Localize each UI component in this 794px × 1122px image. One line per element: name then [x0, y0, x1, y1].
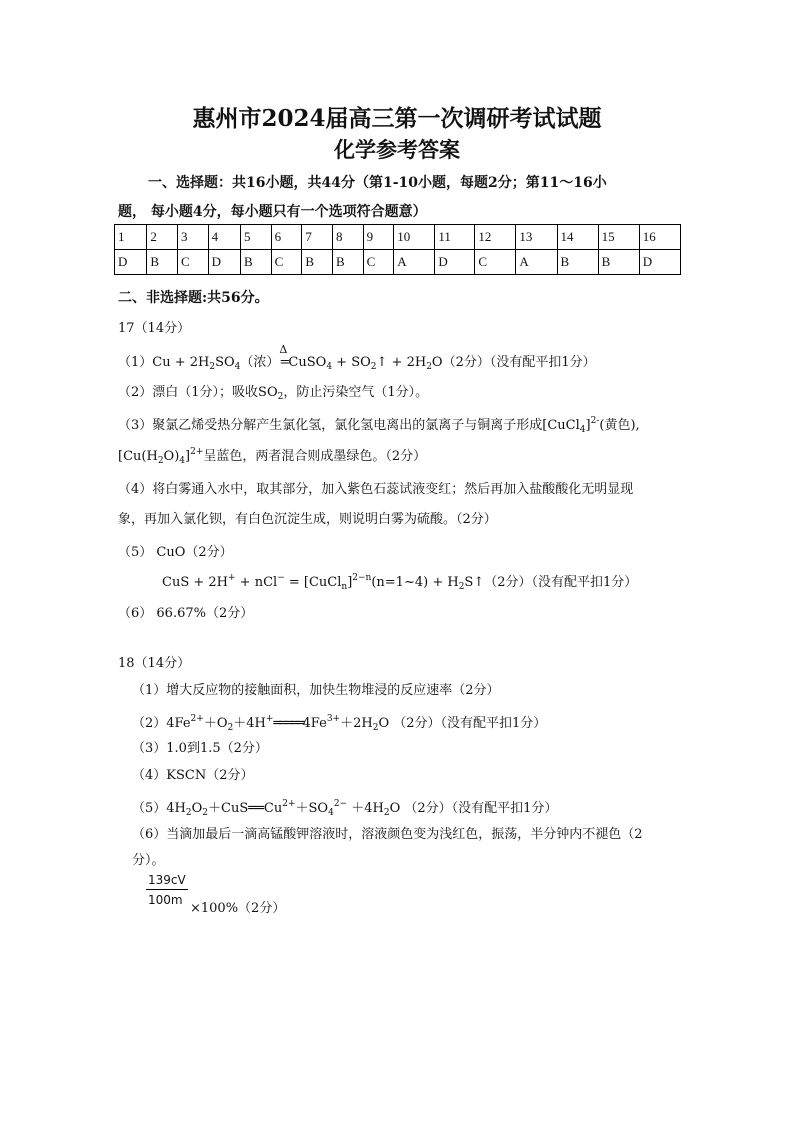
- q17-part2: [118, 381, 428, 402]
- question-number-cell: 8: [332, 225, 363, 250]
- answer-cell: B: [598, 250, 639, 275]
- q18-part3: （3）1.0到1.5（2分）: [132, 741, 268, 756]
- q17-part3-line2: [118, 445, 426, 466]
- subscript: 4: [179, 456, 186, 466]
- answer-cell: B: [241, 250, 272, 275]
- subscript: 2: [185, 808, 192, 818]
- subscript: 2: [383, 808, 390, 818]
- text: ]: [185, 449, 191, 464]
- text: O): [163, 449, 180, 464]
- heat-equals-sign: [279, 343, 291, 370]
- q18-part1: （1）增大反应物的接触面积，加快生物堆浸的反应速率（2分）: [132, 683, 500, 698]
- superscript: 2+: [282, 799, 296, 809]
- question-number-cell: 13: [516, 225, 557, 250]
- fraction-denominator: 100m: [148, 893, 183, 907]
- q17-header: 17（14分）: [118, 321, 191, 336]
- page-subtitle: 化学参考答案: [334, 137, 460, 162]
- subscript: n: [341, 582, 348, 592]
- q17-part1: [118, 343, 596, 372]
- q18-part5: [132, 797, 557, 818]
- subscript: 2: [277, 392, 284, 402]
- question-number-cell: 12: [475, 225, 516, 250]
- answer-cell: B: [302, 250, 333, 275]
- question-number-cell: 6: [271, 225, 302, 250]
- subscript: 2: [458, 582, 465, 592]
- superscript: 2+: [190, 714, 204, 724]
- answer-cell: C: [363, 250, 394, 275]
- text: CuSO: [288, 355, 327, 370]
- text: O （2分）（没有配平扣1分）: [378, 716, 547, 731]
- subscript: 4: [234, 362, 241, 372]
- answer-table: [114, 224, 681, 275]
- superscript: 2-: [590, 416, 600, 426]
- q17-part4-line2: 象，再加入氯化钡，有白色沉淀生成，则说明白雾为硫酸。（2分）: [118, 512, 497, 527]
- superscript: +: [228, 573, 236, 583]
- text: （3）聚氯乙烯受热分解产生氯化氢，氯化氢电离出的氯离子与铜离子形成[CuCl: [118, 418, 580, 433]
- subscript: 4: [328, 808, 334, 818]
- section2-heading: 二、非选择题:共56分。: [118, 290, 269, 306]
- answer-table-number-row: [115, 225, 681, 250]
- text: ＋CuS══Cu: [208, 801, 283, 816]
- answer-cell: B: [147, 250, 178, 275]
- text: ＋4H: [347, 801, 384, 816]
- question-number-cell: 7: [302, 225, 333, 250]
- text: ，防止污染空气（1分）。: [283, 385, 429, 400]
- text: S↑（2分）（没有配平扣1分）: [464, 575, 638, 590]
- formula-tail: ×100%（2分）: [190, 901, 286, 916]
- answer-table-answer-row: [115, 250, 681, 275]
- text: ＋O: [203, 716, 228, 731]
- subscript: 2: [209, 362, 216, 372]
- question-number-cell: 9: [363, 225, 394, 250]
- subscript: 2: [202, 808, 209, 818]
- q18-part4: （4）KSCN（2分）: [132, 768, 254, 783]
- answer-cell: B: [557, 250, 598, 275]
- answer-cell: A: [394, 250, 435, 275]
- subscript: 2: [426, 362, 432, 372]
- text: O（2分）（没有配平扣1分）: [431, 355, 596, 370]
- question-number-cell: 10: [394, 225, 435, 250]
- text: (n=1~4) + H: [371, 575, 459, 590]
- q18-part2: [132, 712, 546, 733]
- text: （2）4Fe: [132, 716, 191, 731]
- text: CuS + 2H: [162, 575, 228, 590]
- superscript: 2+: [190, 447, 204, 457]
- text: = [CuCl: [284, 575, 342, 590]
- question-number-cell: 3: [178, 225, 209, 250]
- text: （5）4H: [132, 801, 186, 816]
- text: ＋4H: [233, 716, 266, 731]
- section1-heading-line1: 一、选择题：共16小题，共44分（第1-10小题，每题2分；第11～16小: [148, 175, 607, 191]
- superscript: 3+: [326, 714, 341, 724]
- q18-part6-line1: （6）当滴加最后一滴高锰酸钾溶液时，溶液颜色变为浅红色，振荡，半分钟内不褪色（2: [132, 827, 643, 842]
- text: SO: [215, 355, 235, 370]
- text: （浓）: [240, 355, 280, 370]
- subscript: 2: [157, 456, 164, 466]
- q17-part4-line1: （4）将白雾通入水中，取其部分，加入紫色石蕊试液变红；然后再加入盐酸酸化无明显现: [118, 482, 634, 497]
- text: ＋2H: [340, 716, 373, 731]
- answer-cell: C: [475, 250, 516, 275]
- text: + SO: [332, 355, 371, 370]
- subscript: 2: [227, 723, 234, 733]
- text: 4Fe: [302, 716, 327, 731]
- delta-symbol: Δ: [279, 343, 288, 356]
- superscript: 2−: [333, 799, 348, 809]
- text: （2）漂白（1分）；吸收SO: [118, 385, 278, 400]
- subscript: 4: [579, 425, 586, 435]
- question-number-cell: 1: [115, 225, 147, 250]
- answer-cell: D: [639, 250, 680, 275]
- text: ]: [585, 418, 591, 433]
- question-number-cell: 11: [435, 225, 475, 250]
- text: ]: [347, 575, 353, 590]
- answer-cell: D: [435, 250, 475, 275]
- section1-heading-line2: 题， 每小题4分，每小题只有一个选项符合题意）: [118, 204, 427, 220]
- text: O （2分）（没有配平扣1分）: [389, 801, 558, 816]
- text: ＋SO: [295, 801, 329, 816]
- question-number-cell: 2: [147, 225, 178, 250]
- text: 呈蓝色，两者混合则成墨绿色。（2分）: [203, 449, 427, 464]
- superscript: +: [265, 714, 274, 724]
- q18-header: 18（14分）: [118, 656, 191, 671]
- answer-cell: B: [332, 250, 363, 275]
- q18-part6-line2: 分）。: [132, 853, 165, 868]
- answer-cell: C: [178, 250, 209, 275]
- question-number-cell: 16: [639, 225, 680, 250]
- question-number-cell: 15: [598, 225, 639, 250]
- equals-long: ═════: [273, 716, 303, 731]
- text: + nCl: [235, 575, 278, 590]
- fraction-numerator: 139cV: [146, 873, 188, 890]
- subscript: 4: [326, 362, 333, 372]
- superscript: −: [277, 573, 285, 583]
- answer-cell: C: [271, 250, 302, 275]
- formula-fraction: [146, 873, 188, 907]
- q17-part5-line1: （5） CuO（2分）: [118, 545, 233, 560]
- q17-part3-line1: [118, 414, 640, 435]
- subscript: 2: [372, 723, 379, 733]
- answer-cell: D: [208, 250, 240, 275]
- text: [Cu(H: [118, 449, 158, 464]
- answer-cell: D: [115, 250, 147, 275]
- superscript: 2−n: [352, 573, 372, 583]
- text: ↑ + 2H: [376, 355, 427, 370]
- text: O: [191, 801, 203, 816]
- answer-cell: A: [516, 250, 557, 275]
- q17-part6: （6） 66.67%（2分）: [118, 606, 254, 621]
- question-number-cell: 14: [557, 225, 598, 250]
- subscript: 2: [370, 362, 377, 372]
- text: （1）Cu + 2H: [118, 355, 210, 370]
- question-number-cell: 4: [208, 225, 240, 250]
- q17-part5-equation: [162, 571, 637, 592]
- page-title: 惠州市2024届高三第一次调研考试试题: [192, 105, 602, 132]
- equals: =: [279, 355, 291, 370]
- text: (黄色),: [599, 418, 640, 433]
- question-number-cell: 5: [241, 225, 272, 250]
